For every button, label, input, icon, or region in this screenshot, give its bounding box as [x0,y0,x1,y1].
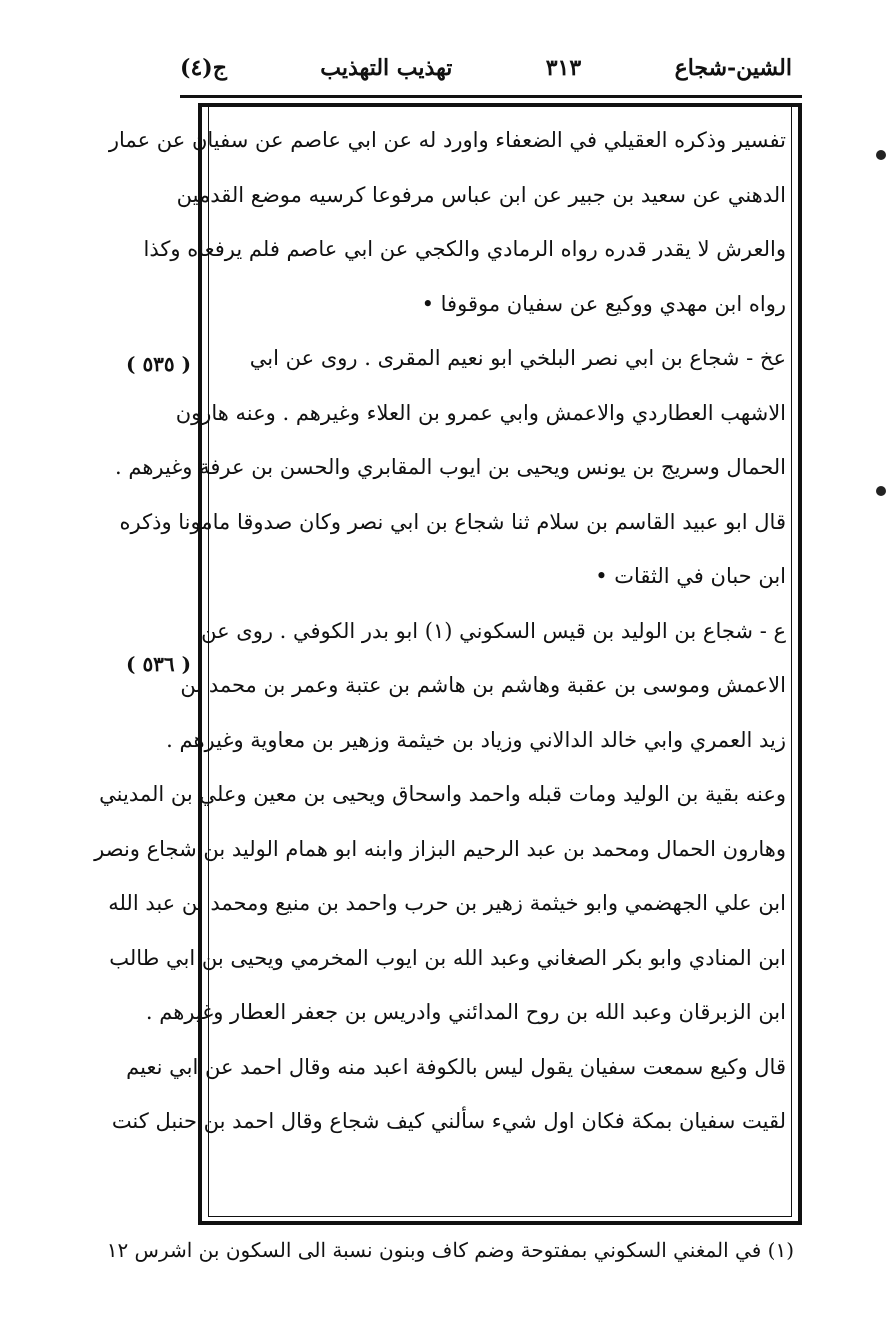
text-line: الاشهب العطاردي والاعمش وابي عمرو بن العلاء وغيرهم . وعنه هارون [175,400,786,425]
entry-535-heading: عخ - شجاع بن ابي نصر البلخي ابو نعيم المقرى . روى عن ابي [249,346,786,370]
entry-number-535: ( ٥٣٥ ) [126,352,192,376]
text-line: ابن علي الجهضمي وابو خيثمة زهير بن حرب واحمد بن منيع ومحمد بن عبد الله [108,891,786,915]
text-line: تفسير وذكره العقيلي في الضعفاء واورد له عن ابي عاصم عن سفيان عن عمار [108,128,786,152]
text-line: الاعمش وموسى بن عقبة وهاشم بن هاشم بن عتبة وعمر بن محمد بن [180,673,786,697]
footnote: (١) في المغني السكوني بمفتوحة وضم كاف وبنون نسبة الى السكون بن اشرس ١٢ [106,1238,794,1262]
entry-number-536: ( ٥٣٦ ) [126,652,192,676]
margin-mark [876,150,886,160]
header-book-title: تهذيب التهذيب [320,55,453,81]
entry-536-heading: ع - شجاع بن الوليد بن قيس السكوني (١) ابو بدر الكوفي . روى عن [201,618,786,643]
running-header [180,48,792,88]
text-line: وعنه بقية بن الوليد ومات قبله واحمد واسحاق ويحيى بن معين وعلي بن المديني [99,782,786,806]
text-line: وهارون الحمال ومحمد بن عبد الرحيم البزاز وابنه ابو همام الوليد بن شجاع ونصر [94,836,786,861]
text-line: والعرش لا يقدر قدره رواه الرمادي والكجي عن ابي عاصم فلم يرفعاه وكذا [143,237,786,261]
text-line: ابن حبان في الثقات • [595,564,786,588]
text-line: زيد العمري وابي خالد الدالاني وزياد بن خيثمة وزهير بن معاوية وغيرهم . [166,727,786,752]
text-line: قال وكيع سمعت سفيان يقول ليس بالكوفة اعبد منه وقال احمد عن ابي نعيم [126,1054,786,1079]
text-line: قال ابو عبيد القاسم بن سلام ثنا شجاع بن ابي نصر وكان صدوقا مامونا وذكره [119,509,786,534]
header-section: الشين-شجاع [674,55,792,81]
text-line: ابن الزبرقان وعبد الله بن روح المدائني وادريس بن جعفر العطار وغيرهم . [145,1000,786,1024]
text-line: لقيت سفيان بمكة فكان اول شيء سألني كيف شجاع وقال احمد بن حنبل كنت [111,1109,786,1133]
text-line: ابن المنادي وابو بكر الصغاني وعبد الله بن ايوب المخرمي ويحيى بن ابي طالب [109,945,786,970]
text-line: الحمال وسريج بن يونس ويحيى بن ايوب المقابري والحسن بن عرفة وغيرهم . [115,455,786,479]
margin-mark [876,486,886,496]
text-line: الدهني عن سعيد بن جبير عن ابن عباس مرفوعا كرسيه موضع القدمين [176,182,786,207]
header-rule [180,95,802,98]
text-line: رواه ابن مهدي ووكيع عن سفيان موقوفا • [421,291,786,316]
header-volume: ج(٤) [180,55,227,81]
header-page-number: ٣١٣ [545,55,582,81]
